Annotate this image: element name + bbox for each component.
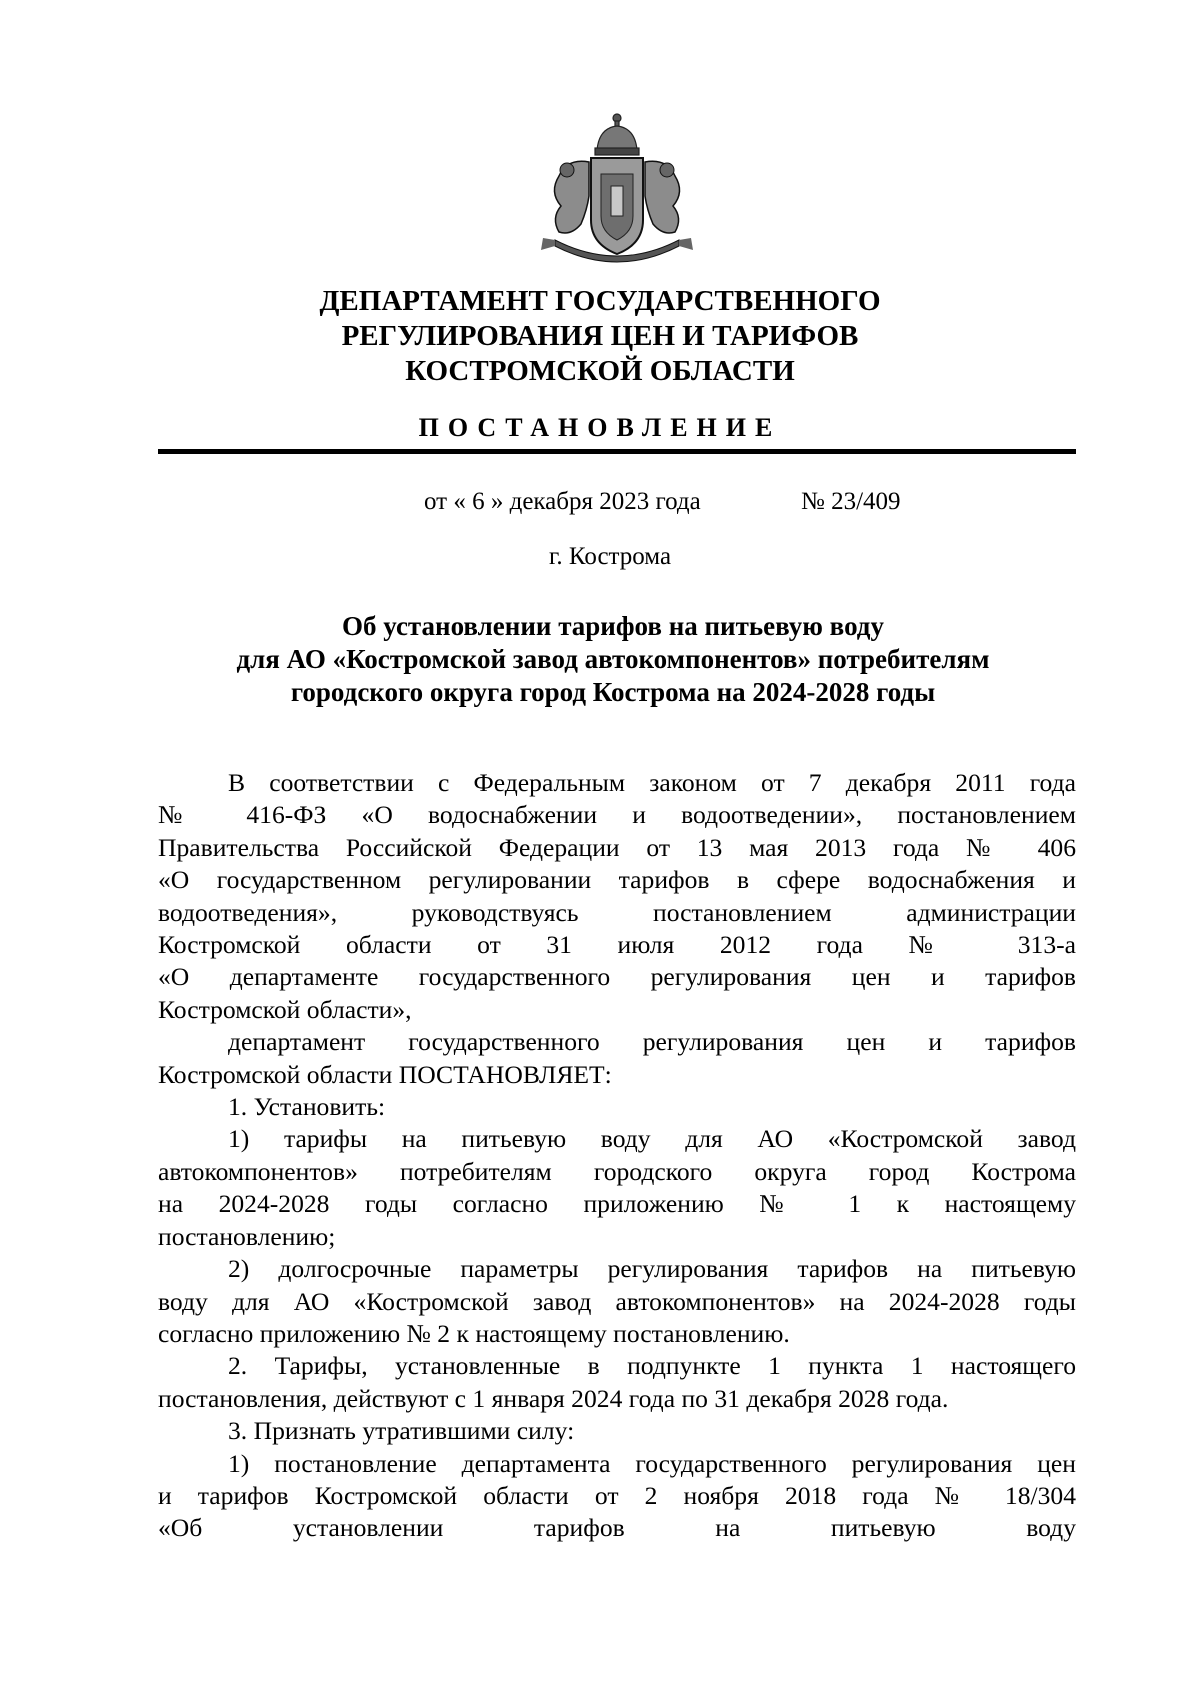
document-subject	[0, 610, 1200, 709]
item-1: 1. Установить:	[228, 1092, 386, 1122]
agency-line: РЕГУЛИРОВАНИЯ ЦЕН И ТАРИФОВ	[341, 320, 859, 352]
text-line: «Об установлении тарифов на питьевую воду	[158, 1513, 1076, 1543]
agency-line: ДЕПАРТАМЕНТ ГОСУДАРСТВЕННОГО	[319, 285, 881, 317]
agency-name	[0, 284, 1200, 389]
text-line: автокомпонентов» потребителям городского округа город Кострома	[158, 1156, 1076, 1186]
subject-line: городского округа город Кострома на 2024-2028 годы	[290, 677, 936, 707]
text-line: № 416-ФЗ «О водоснабжении и водоотведении», постановлением	[158, 800, 1076, 830]
subject-line: для АО «Костромской завод автокомпонентов» потребителям	[236, 644, 990, 674]
text-line: департамент государственного регулирования цен и тарифов	[228, 1027, 1076, 1057]
subject-line: Об установлении тарифов на питьевую воду	[342, 611, 884, 641]
document-city: г. Кострома	[548, 543, 672, 570]
text-line: на 2024-2028 годы согласно приложению № 1 к настоящему	[158, 1189, 1076, 1219]
text-line: Костромской области ПОСТАНОВЛЯЕТ:	[158, 1059, 612, 1089]
text-line: 2) долгосрочные параметры регулирования тарифов на питьевую	[228, 1254, 1076, 1284]
text-line: Костромской области от 31 июля 2012 года № 313-а	[158, 930, 1076, 960]
text-line: В соответствии с Федеральным законом от 7 декабря 2011 года	[228, 768, 1076, 797]
document-date: от « 6 » декабря 2023 года	[424, 488, 701, 515]
text-line: «О департаменте государственного регулирования цен и тарифов	[158, 962, 1076, 992]
decides-paragraph	[158, 1026, 1076, 1091]
document-type-title: ПОСТАНОВЛЕНИЕ	[418, 413, 782, 442]
preamble-paragraph	[158, 767, 1076, 1026]
coat-of-arms-emblem	[537, 112, 697, 264]
text-line: воду для АО «Костромской завод автокомпонентов» на 2024-2028 годы	[158, 1286, 1076, 1316]
item-1-2	[158, 1253, 1076, 1350]
text-line: водоотведения», руководствуясь постановлением администрации	[158, 897, 1076, 927]
item-2	[158, 1350, 1076, 1415]
text-line: и тарифов Костромской области от 2 ноября 2018 года № 18/304	[158, 1480, 1076, 1510]
text-line: 2. Тарифы, установленные в подпункте 1 пункта 1 настоящего	[228, 1351, 1076, 1381]
text-line: Костромской области»,	[158, 994, 412, 1024]
agency-line: КОСТРОМСКОЙ ОБЛАСТИ	[405, 355, 795, 387]
text-line: постановлению;	[158, 1221, 336, 1251]
header-divider	[158, 449, 1076, 454]
item-3-1	[158, 1448, 1076, 1545]
document-body	[158, 767, 1076, 1545]
text-line: согласно приложению № 2 к настоящему постановлению.	[158, 1318, 790, 1348]
document-number: № 23/409	[801, 488, 901, 515]
text-line: «О государственном регулировании тарифов в сфере водоснабжения и	[158, 865, 1076, 895]
item-1-1	[158, 1123, 1076, 1253]
text-line: постановления, действуют с 1 января 2024 года по 31 декабря 2028 года.	[158, 1383, 949, 1413]
text-line: 1) постановление департамента государственного регулирования цен	[228, 1448, 1076, 1478]
item-3: 3. Признать утратившими силу:	[228, 1416, 575, 1446]
text-line: Правительства Российской Федерации от 13 мая 2013 года № 406	[158, 832, 1076, 862]
text-line: 1) тарифы на питьевую воду для АО «Костромской завод	[228, 1124, 1076, 1154]
